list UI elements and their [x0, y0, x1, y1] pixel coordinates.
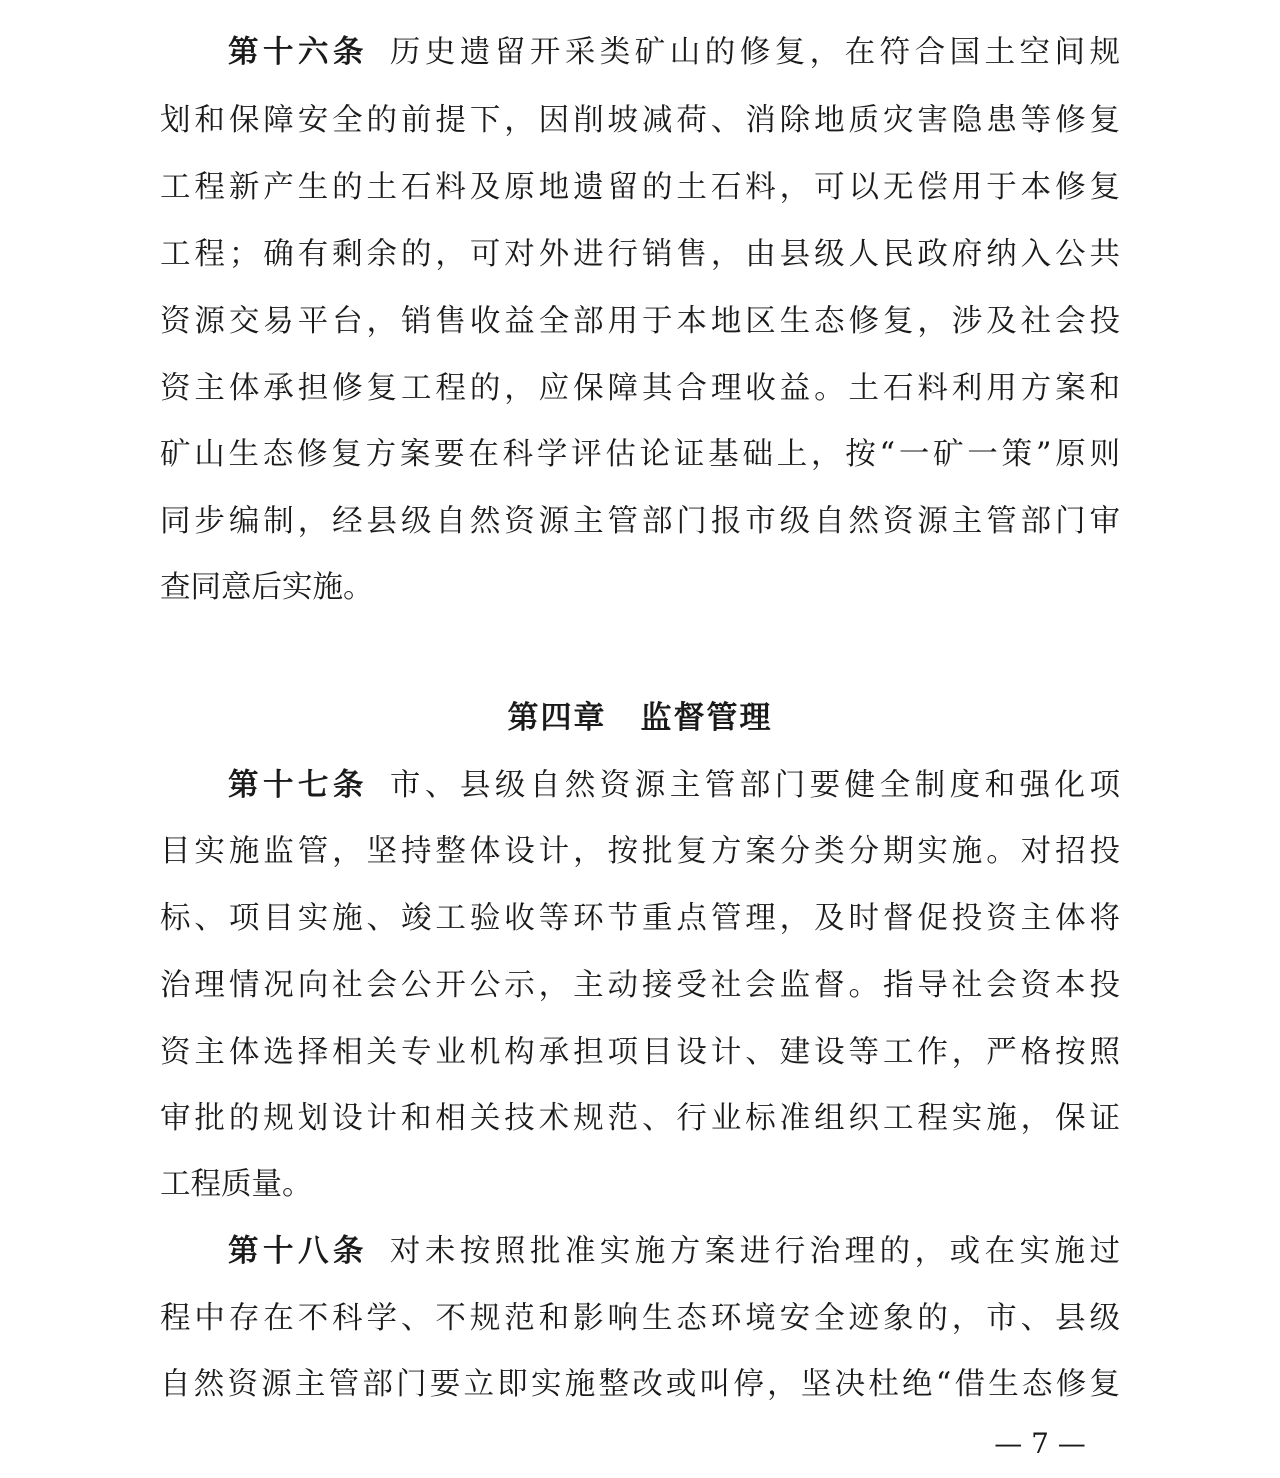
article-17-line-5: 资主体选择相关专业机构承担项目设计、建设等工作，严格按照	[160, 1035, 1120, 1070]
chapter-title: 监督管理	[640, 700, 773, 736]
article-17-line-2: 目实施监管，坚持整体设计，按批复方案分类分期实施。对招投	[160, 834, 1120, 869]
article-16-line-6: 资主体承担修复工程的，应保障其合理收益。土石料利用方案和	[160, 371, 1120, 406]
article-17-line-6: 审批的规划设计和相关技术规范、行业标准组织工程实施，保证	[160, 1101, 1120, 1136]
article-17-title: 第十七条	[228, 768, 368, 803]
article-16-line-1	[228, 27, 1120, 79]
article-17-line-7: 工程质量。	[160, 1167, 313, 1202]
article-18-line-1	[228, 1226, 1120, 1278]
article-16-line-3: 工程新产生的土石料及原地遗留的土石料，可以无偿用于本修复	[160, 170, 1120, 205]
article-17-line-3: 标、项目实施、竣工验收等环节重点管理，及时督促投资主体将	[160, 901, 1120, 936]
article-16-title: 第十六条	[228, 35, 368, 70]
page-number: — 7 —	[994, 1427, 1086, 1460]
article-16-line-9: 查同意后实施。	[160, 570, 374, 605]
article-16-line-7: 矿山生态修复方案要在科学评估论证基础上，按“一矿一策”原则	[160, 437, 1120, 472]
article-17-line-1	[228, 760, 1120, 812]
article-17-text: 市、县级自然资源主管部门要健全制度和强化项	[389, 768, 1121, 803]
chapter-number: 第四章	[507, 700, 607, 736]
article-16-line-5: 资源交易平台，销售收益全部用于本地区生态修复，涉及社会投	[160, 304, 1120, 339]
article-16-text: 历史遗留开采类矿山的修复，在符合国土空间规	[389, 35, 1121, 70]
article-18-title: 第十八条	[228, 1234, 368, 1269]
chapter-heading	[0, 692, 1280, 744]
article-18-text: 对未按照批准实施方案进行治理的，或在实施过	[389, 1234, 1121, 1269]
article-16-line-4: 工程；确有剩余的，可对外进行销售，由县级人民政府纳入公共	[160, 237, 1120, 272]
article-16-line-2: 划和保障安全的前提下，因削坡减荷、消除地质灾害隐患等修复	[160, 103, 1120, 138]
article-16-line-8: 同步编制，经县级自然资源主管部门报市级自然资源主管部门审	[160, 504, 1120, 539]
article-17-line-4: 治理情况向社会公开公示，主动接受社会监督。指导社会资本投	[160, 968, 1120, 1003]
article-18-line-2: 程中存在不科学、不规范和影响生态环境安全迹象的，市、县级	[160, 1301, 1120, 1336]
article-18-line-3: 自然资源主管部门要立即实施整改或叫停，坚决杜绝“借生态修复	[160, 1367, 1120, 1402]
